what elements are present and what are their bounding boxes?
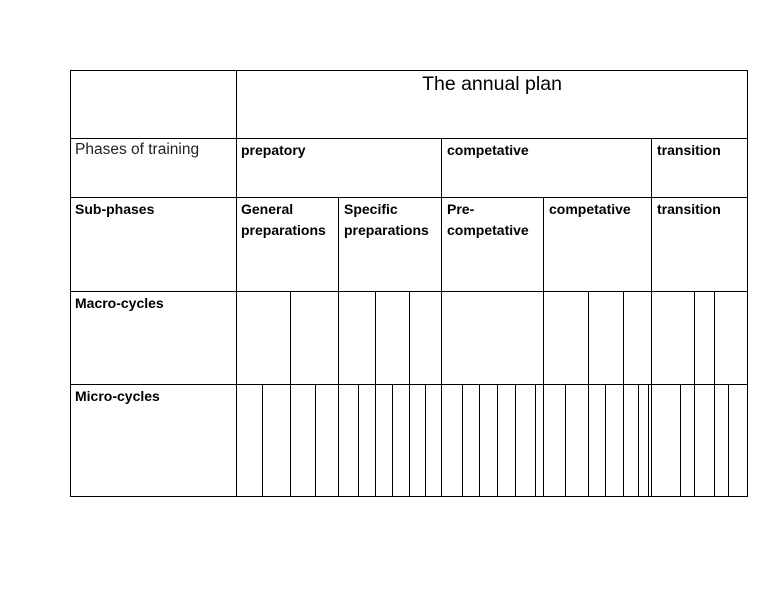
- row-divider: [70, 197, 748, 198]
- micro-cycle-divider: [694, 384, 695, 497]
- subphase-competative: competative: [549, 201, 631, 217]
- macro-cycle-divider: [714, 291, 715, 385]
- row-divider: [70, 138, 748, 139]
- micro-cycle-divider: [728, 384, 729, 497]
- subphase-transition: transition: [657, 201, 721, 217]
- micro-cycle-divider: [605, 384, 606, 497]
- table-border-top: [70, 70, 748, 71]
- row-label-micro: Micro-cycles: [75, 388, 160, 404]
- micro-cycle-divider: [290, 384, 291, 497]
- micro-cycle-divider: [315, 384, 316, 497]
- subphase-divider: [543, 197, 544, 497]
- subphase-pre-competative-line2: competative: [447, 222, 529, 238]
- phase-prepatory: prepatory: [241, 142, 306, 158]
- micro-cycle-divider: [425, 384, 426, 497]
- micro-cycle-divider: [497, 384, 498, 497]
- table-title: The annual plan: [422, 73, 562, 95]
- micro-cycle-divider: [648, 384, 649, 497]
- subphase-pre-competative-line1: Pre-: [447, 201, 475, 217]
- subphase-specific-line1: Specific: [344, 201, 398, 217]
- phase-transition: transition: [657, 142, 721, 158]
- subphase-divider: [338, 197, 339, 497]
- macro-cycle-divider: [375, 291, 376, 385]
- label-column-divider: [236, 70, 237, 497]
- micro-cycle-divider: [623, 384, 624, 497]
- phase-divider: [651, 138, 652, 497]
- macro-cycle-divider: [694, 291, 695, 385]
- phase-divider: [441, 138, 442, 497]
- subphase-general-line1: General: [241, 201, 294, 217]
- micro-cycle-divider: [565, 384, 566, 497]
- table-border-right: [747, 70, 748, 497]
- micro-cycle-divider: [515, 384, 516, 497]
- row-label-phases: Phases of training: [75, 141, 200, 158]
- micro-cycle-divider: [479, 384, 480, 497]
- table-border-left: [70, 70, 71, 497]
- row-label-subphases: Sub-phases: [75, 201, 155, 217]
- subphase-general-line2: preparations: [241, 222, 326, 238]
- micro-cycle-divider: [409, 384, 410, 497]
- phase-competative: competative: [447, 142, 529, 158]
- macro-cycle-divider: [409, 291, 410, 385]
- micro-cycle-divider: [588, 384, 589, 497]
- macro-cycle-divider: [588, 291, 589, 385]
- row-label-macro: Macro-cycles: [75, 295, 164, 311]
- micro-cycle-divider: [714, 384, 715, 497]
- micro-cycle-divider: [262, 384, 263, 497]
- micro-cycle-divider: [680, 384, 681, 497]
- micro-cycle-divider: [535, 384, 536, 497]
- micro-cycle-divider: [462, 384, 463, 497]
- macro-cycle-divider: [623, 291, 624, 385]
- micro-cycle-divider: [375, 384, 376, 497]
- micro-cycle-divider: [638, 384, 639, 497]
- micro-cycle-divider: [392, 384, 393, 497]
- macro-cycle-divider: [290, 291, 291, 385]
- micro-cycle-divider: [358, 384, 359, 497]
- subphase-specific-line2: preparations: [344, 222, 429, 238]
